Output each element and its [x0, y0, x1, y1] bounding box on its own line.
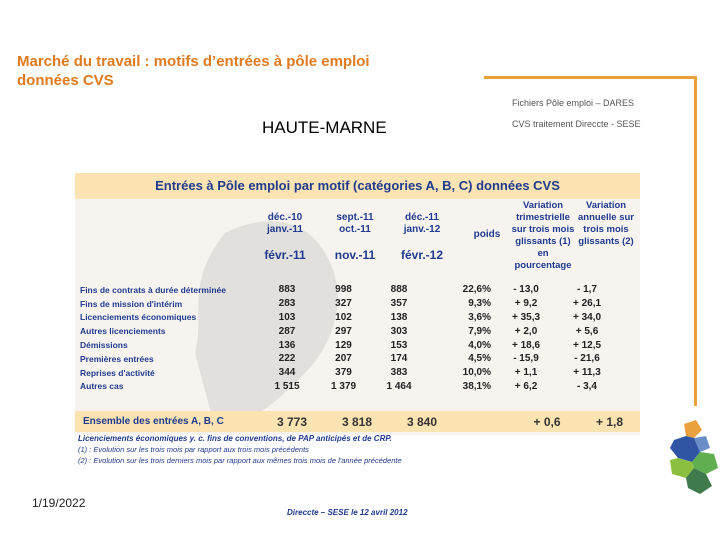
row-label: Démissions — [80, 340, 128, 351]
note-3: (2) : Evolution sur les trois derniers mois par rapport aux mêmes trois mois de l'année précédente — [78, 456, 402, 465]
source-line-2: CVS traitement Direccte - SESE — [512, 119, 641, 129]
row-value-b: 129 — [335, 339, 352, 351]
note-2: (1) : Evolution sur les trois mois par rapport aux trois mois précédents — [78, 445, 309, 454]
row-value-c: 357 — [390, 298, 408, 310]
table-row — [80, 283, 640, 297]
row-label: Reprises d'activité — [80, 367, 155, 378]
row-weight: 22,6% — [462, 284, 491, 296]
row-label: Fins de mission d'intérim — [80, 298, 183, 309]
row-label: Autres cas — [80, 381, 124, 392]
row-value-c: 383 — [390, 367, 408, 379]
row-var-quarter: + 35,3 — [511, 311, 541, 323]
table-row — [80, 380, 640, 394]
col2-subheader: nov.-11 — [334, 248, 376, 262]
row-weight: 4,0% — [468, 339, 491, 351]
slide-title — [17, 52, 477, 90]
row-var-year: + 12,5 — [572, 339, 602, 351]
col3-subheader: févr.-12 — [400, 248, 444, 262]
row-value-b: 327 — [335, 298, 352, 310]
row-value-c: 138 — [390, 311, 408, 323]
var12-header: Variation annuelle sur trois mois glissants (2) — [578, 200, 634, 247]
row-var-year: + 11,3 — [573, 367, 601, 379]
row-weight: 9,3% — [468, 298, 491, 310]
total-c: 3 840 — [406, 414, 438, 429]
row-value-b: 102 — [335, 311, 352, 323]
total-v2: + 1,8 — [595, 414, 624, 429]
row-var-quarter: + 6,2 — [514, 380, 538, 392]
region-map-logo-icon — [664, 418, 720, 498]
source-credit — [512, 93, 641, 135]
col2-top: sept.-11 — [336, 212, 374, 223]
col1-top: déc.-10 — [267, 212, 303, 223]
row-var-quarter: + 9,2 — [514, 298, 538, 310]
frame-right-border — [694, 76, 697, 406]
row-label: Premières entrées — [80, 353, 154, 364]
total-v1: + 0,6 — [533, 414, 561, 429]
region-title: HAUTE-MARNE — [262, 118, 387, 137]
row-value-a: 136 — [278, 339, 296, 351]
col1-header — [255, 212, 315, 236]
total-label: Ensemble des entrées A, B, C — [83, 416, 224, 427]
col2-header — [325, 212, 385, 236]
row-value-a: 222 — [278, 353, 296, 365]
row-value-a: 883 — [278, 284, 296, 296]
col3-top: déc.-11 — [405, 212, 439, 223]
row-value-c: 888 — [390, 284, 408, 296]
table-row — [80, 352, 640, 366]
row-value-c: 303 — [390, 325, 408, 337]
row-value-b: 207 — [335, 353, 352, 365]
row-var-year: - 21,6 — [574, 353, 600, 365]
col2-mid: oct.-11 — [339, 224, 371, 235]
col1-subheader: févr.-11 — [264, 248, 306, 262]
row-label: Autres licenciements — [80, 326, 166, 337]
row-value-a: 1 515 — [274, 380, 300, 392]
col3-header — [392, 212, 452, 236]
table-title: Entrées à Pôle emploi par motif (catégories A, B, C) données CVS — [75, 173, 640, 199]
table-row — [80, 338, 640, 352]
table-row — [80, 324, 640, 338]
source-line-1: Fichiers Pôle emploi – DARES — [512, 98, 635, 108]
row-var-year: + 26,1 — [572, 298, 602, 310]
total-b: 3 818 — [341, 414, 373, 429]
row-var-year: + 34,0 — [572, 311, 602, 323]
note-1: Licenciements économiques y. c. fins de conventions, de PAP anticipés et de CRP. — [78, 434, 392, 443]
row-var-quarter: - 13,0 — [513, 284, 539, 296]
row-value-b: 1 379 — [330, 380, 357, 392]
weight-header: poids — [473, 229, 501, 240]
row-weight: 4,5% — [468, 353, 491, 365]
row-value-a: 103 — [278, 311, 296, 323]
title-line-1: Marché du travail : motifs d’entrées à pôle emploi — [17, 53, 370, 70]
slide-date: 1/19/2022 — [32, 496, 86, 510]
row-var-quarter: + 1,1 — [514, 367, 538, 379]
row-weight: 10,0% — [462, 367, 491, 379]
row-value-c: 174 — [390, 353, 408, 365]
row-label: Fins de contrats à durée déterminée — [80, 284, 226, 295]
table-row — [80, 297, 640, 311]
total-row — [75, 411, 640, 432]
row-value-a: 344 — [278, 367, 296, 379]
row-weight: 7,9% — [468, 325, 491, 337]
row-value-c: 1 464 — [386, 380, 412, 392]
row-value-c: 153 — [390, 339, 408, 351]
row-var-quarter: - 15,9 — [513, 353, 539, 365]
table-row — [80, 366, 640, 380]
row-weight: 3,6% — [468, 311, 491, 323]
frame-top-border — [484, 76, 696, 79]
title-line-2: données CVS — [17, 72, 114, 89]
row-var-quarter: + 2,0 — [514, 325, 538, 337]
table-rows — [80, 283, 640, 393]
var3-header: Variation trimestrielle sur trois mois glissants (1) en pourcentage — [511, 200, 575, 271]
row-value-a: 283 — [278, 298, 296, 310]
row-var-quarter: + 18,6 — [511, 339, 541, 351]
row-value-b: 998 — [335, 284, 352, 296]
row-label: Licenciements économiques — [80, 312, 197, 323]
col3-mid: janv.-12 — [403, 224, 441, 235]
row-var-year: + 5,6 — [575, 325, 599, 337]
row-var-year: - 3,4 — [576, 380, 597, 392]
row-value-b: 379 — [335, 367, 352, 379]
row-value-a: 287 — [278, 325, 296, 337]
footer-text: Direccte – SESE le 12 avril 2012 — [287, 508, 408, 517]
table-row — [80, 311, 640, 325]
col1-mid: janv.-11 — [267, 224, 303, 235]
row-weight: 38,1% — [462, 380, 491, 392]
table-notes — [78, 433, 498, 466]
total-a: 3 773 — [276, 414, 308, 429]
row-var-year: - 1,7 — [576, 284, 597, 296]
row-value-b: 297 — [335, 325, 352, 337]
